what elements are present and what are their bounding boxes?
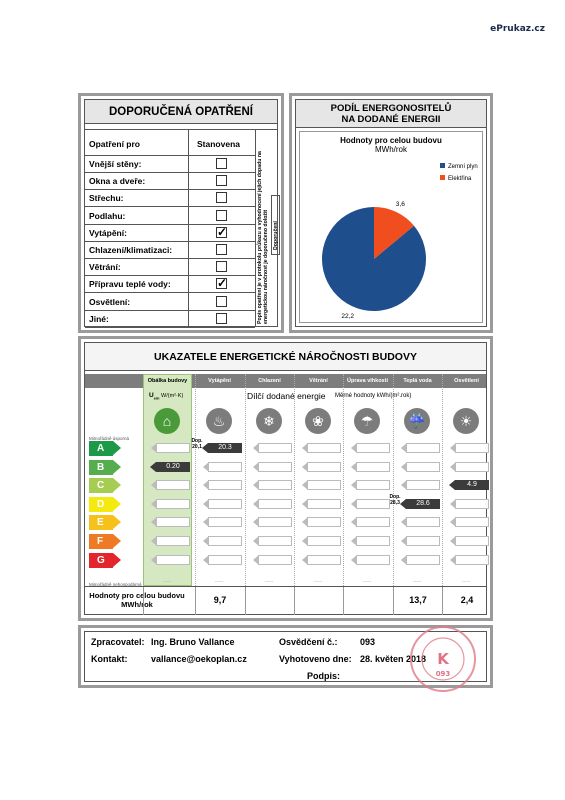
share-title-line2: NA DODANÉ ENERGII xyxy=(341,114,441,125)
empty-marker: ----- xyxy=(363,579,372,585)
brand-logo: ePrukaz.cz xyxy=(490,24,545,34)
issued-date: 28. květen 2018 xyxy=(360,654,427,664)
class-placeholder xyxy=(307,480,341,490)
column-divider xyxy=(195,374,196,586)
column-label: Větrání xyxy=(309,378,328,384)
share-title xyxy=(296,100,486,128)
contact-email[interactable]: vallance@oekoplan.cz xyxy=(151,654,247,664)
measure-row xyxy=(85,190,255,207)
class-placeholder xyxy=(356,536,390,546)
column-label: Úprava vlhkosti xyxy=(347,378,388,384)
recommendation-label: Doporučení xyxy=(273,221,279,250)
totals-cell xyxy=(143,587,192,615)
col-set-label: Stanovena xyxy=(197,139,240,149)
measure-label: Osvětlení: xyxy=(89,296,131,307)
class-placeholder xyxy=(258,517,292,527)
measure-checkbox[interactable] xyxy=(216,175,227,186)
empty-marker: ----- xyxy=(462,579,471,585)
class-placeholder xyxy=(455,555,489,565)
signature-label: Podpis: xyxy=(307,671,340,681)
svg-text:K: K xyxy=(437,650,449,668)
measure-row xyxy=(85,311,255,328)
totals-value: 2,4 xyxy=(460,595,474,605)
totals-row xyxy=(85,586,486,614)
class-placeholder xyxy=(406,462,440,472)
class-placeholder xyxy=(356,443,390,453)
footer-panel xyxy=(78,625,493,688)
measure-row xyxy=(85,259,255,276)
class-placeholder xyxy=(307,499,341,509)
energy-class-b: B xyxy=(89,460,113,475)
measure-label: Chlazení/klimatizaci: xyxy=(89,245,173,255)
contact-label: Kontakt: xyxy=(91,654,128,664)
totals-cell xyxy=(195,587,244,615)
col-measure-label: Opatření pro xyxy=(89,139,141,149)
class-placeholder xyxy=(258,499,292,509)
partial-energy-unit: Měrné hodnoty kWh/(m².rok) xyxy=(335,393,412,399)
uem-subscript: em xyxy=(153,395,160,401)
partial-energy-title: Dílčí dodané energie xyxy=(247,391,326,401)
class-placeholder xyxy=(208,462,242,472)
totals-cell xyxy=(343,587,392,615)
class-placeholder xyxy=(258,462,292,472)
column-divider xyxy=(393,374,394,586)
column-divider xyxy=(343,374,344,586)
column-divider xyxy=(245,374,246,586)
class-placeholder xyxy=(356,517,390,527)
class-placeholder xyxy=(455,517,489,527)
high-consumption-label: Mimořádně nehospodárná xyxy=(89,582,142,587)
pie-data-label: 22,2 xyxy=(341,313,355,321)
legend-label: Zemní plyn xyxy=(448,164,478,170)
measure-checkbox[interactable] xyxy=(216,192,227,203)
totals-label-line1: Hodnoty pro celou budovu xyxy=(89,591,185,600)
measure-row xyxy=(85,156,255,173)
class-placeholder xyxy=(258,536,292,546)
empty-marker: ----- xyxy=(413,579,422,585)
measure-label: Podlahu: xyxy=(89,210,126,221)
chart-subtitle-line1: Hodnoty pro celou budovu xyxy=(340,136,442,145)
humidity-icon: ☂ xyxy=(354,408,380,434)
class-placeholder xyxy=(307,536,341,546)
measure-row xyxy=(85,225,255,242)
class-placeholder xyxy=(208,555,242,565)
energy-class-a: A xyxy=(89,441,113,456)
column-label: Osvětlení xyxy=(454,378,479,384)
column-label: Vytápění xyxy=(208,378,231,384)
legend-label: Elektřina xyxy=(448,176,472,182)
recommendation-box xyxy=(271,195,280,255)
class-placeholder xyxy=(156,480,190,490)
measures-panel xyxy=(78,93,284,333)
indicators-grid xyxy=(85,371,486,589)
pie-data-label: 3,6 xyxy=(395,200,405,208)
measure-row xyxy=(85,294,255,311)
energy-class-c: C xyxy=(89,478,113,493)
totals-label-line2: MWh/rok xyxy=(121,600,153,609)
chart-area xyxy=(299,131,483,323)
totals-cell xyxy=(294,587,343,615)
class-placeholder xyxy=(258,443,292,453)
measure-checkbox[interactable] xyxy=(216,278,227,289)
empty-marker: ----- xyxy=(215,579,224,585)
author-label: Zpracovatel: xyxy=(91,637,145,647)
class-placeholder xyxy=(356,555,390,565)
measures-side-note: Popis opatření je v protokolu průkazu a vyhodnocení jejich dopadu na energetickou náročnost je doporučeno doložit xyxy=(257,151,269,324)
cert-number: 093 xyxy=(360,637,376,647)
class-placeholder xyxy=(455,462,489,472)
hotwater-value: 28.6 xyxy=(406,499,440,509)
class-placeholder xyxy=(406,480,440,490)
measure-row xyxy=(85,242,255,259)
energy-share-panel xyxy=(289,93,493,333)
official-stamp xyxy=(408,624,478,694)
class-placeholder xyxy=(208,517,242,527)
class-placeholder xyxy=(307,462,341,472)
class-placeholder xyxy=(455,499,489,509)
tap-water-icon: ☔ xyxy=(404,408,430,434)
heating-thermometer-icon: ♨ xyxy=(206,408,232,434)
heating-ref: Dop. 20,1 xyxy=(191,438,203,450)
class-placeholder xyxy=(356,462,390,472)
class-placeholder xyxy=(156,555,190,565)
measure-label: Větrání: xyxy=(89,262,121,273)
class-placeholder xyxy=(208,480,242,490)
column-divider xyxy=(294,374,295,586)
class-placeholder xyxy=(258,480,292,490)
lighting-value: 4.9 xyxy=(455,480,489,490)
column-divider xyxy=(442,374,443,586)
energy-class-f: F xyxy=(89,534,113,549)
class-placeholder xyxy=(307,517,341,527)
column-label: Chlazení xyxy=(258,378,281,384)
energy-class-g: G xyxy=(89,553,113,568)
indicators-panel xyxy=(78,336,493,621)
author-name: Ing. Bruno Vallance xyxy=(151,637,235,647)
totals-value: 13,7 xyxy=(409,595,427,605)
measure-checkbox[interactable] xyxy=(216,227,227,238)
cert-label: Osvědčení č.: xyxy=(279,637,338,647)
column-label: Obálka budovy xyxy=(147,378,188,384)
measure-label: Přípravu teplé vody: xyxy=(89,279,171,290)
class-placeholder xyxy=(307,443,341,453)
energy-class-e: E xyxy=(89,515,113,530)
class-placeholder xyxy=(406,536,440,546)
lightbulb-icon: ☀ xyxy=(453,408,479,434)
class-placeholder xyxy=(156,536,190,546)
class-placeholder xyxy=(156,517,190,527)
heating-value: 20.3 xyxy=(208,443,242,453)
chart-subtitle-line2: MWh/rok xyxy=(375,145,407,154)
measure-checkbox[interactable] xyxy=(216,313,227,324)
totals-cell xyxy=(393,587,442,615)
measure-row xyxy=(85,208,255,225)
measure-label: Vytápění: xyxy=(89,227,127,238)
measure-label: Vnější stěny: xyxy=(89,159,142,169)
measure-checkbox[interactable] xyxy=(216,296,227,307)
empty-marker: ----- xyxy=(163,579,172,585)
empty-marker: ----- xyxy=(265,579,274,585)
svg-text:093: 093 xyxy=(435,670,451,678)
measures-header xyxy=(85,130,255,156)
envelope-value: 0.20 xyxy=(156,462,190,472)
class-placeholder xyxy=(208,536,242,546)
measure-checkbox[interactable] xyxy=(216,210,227,221)
class-placeholder xyxy=(406,517,440,527)
uem-unit: W/(m²·K) xyxy=(159,393,184,399)
fan-icon: ❀ xyxy=(305,408,331,434)
uem-label xyxy=(149,392,183,400)
totals-value: 9,7 xyxy=(213,595,227,605)
measure-row xyxy=(85,173,255,190)
measure-label: Okna a dveře: xyxy=(89,176,146,187)
class-placeholder xyxy=(356,480,390,490)
pie-chart xyxy=(300,132,490,326)
legend-swatch xyxy=(440,175,445,180)
class-placeholder xyxy=(156,499,190,509)
totals-cell xyxy=(442,587,491,615)
class-placeholder xyxy=(455,536,489,546)
low-consumption-label: Mimořádně úsporná xyxy=(89,436,130,441)
indicators-title: UKAZATELE ENERGETICKÉ NÁROČNOSTI BUDOVY xyxy=(85,343,486,371)
measure-checkbox[interactable] xyxy=(216,261,227,272)
column-label: Teplá voda xyxy=(403,378,432,384)
class-placeholder xyxy=(406,555,440,565)
measures-title: DOPORUČENÁ OPATŘENÍ xyxy=(85,100,277,124)
class-placeholder xyxy=(258,555,292,565)
cooling-thermometer-icon: ❄ xyxy=(256,408,282,434)
share-title-line1: PODÍL ENERGONOSITELŮ xyxy=(330,103,452,114)
measure-label: Jiné: xyxy=(89,313,109,324)
house-icon: ⌂ xyxy=(154,408,180,434)
totals-cell xyxy=(245,587,294,615)
measure-label: Střechu: xyxy=(89,193,124,204)
measure-checkbox[interactable] xyxy=(216,244,227,255)
class-placeholder xyxy=(156,443,190,453)
class-placeholder xyxy=(406,443,440,453)
hotwater-ref: Dop. 28,3 xyxy=(389,493,401,506)
measure-checkbox[interactable] xyxy=(216,158,227,169)
class-placeholder xyxy=(455,443,489,453)
measure-row xyxy=(85,276,255,293)
issued-label: Vyhotoveno dne: xyxy=(279,654,352,664)
energy-class-d: D xyxy=(89,497,113,512)
uem-symbol: U xyxy=(149,392,154,399)
empty-marker: ----- xyxy=(314,579,323,585)
legend-swatch xyxy=(440,163,445,168)
class-placeholder xyxy=(208,499,242,509)
class-placeholder xyxy=(307,555,341,565)
